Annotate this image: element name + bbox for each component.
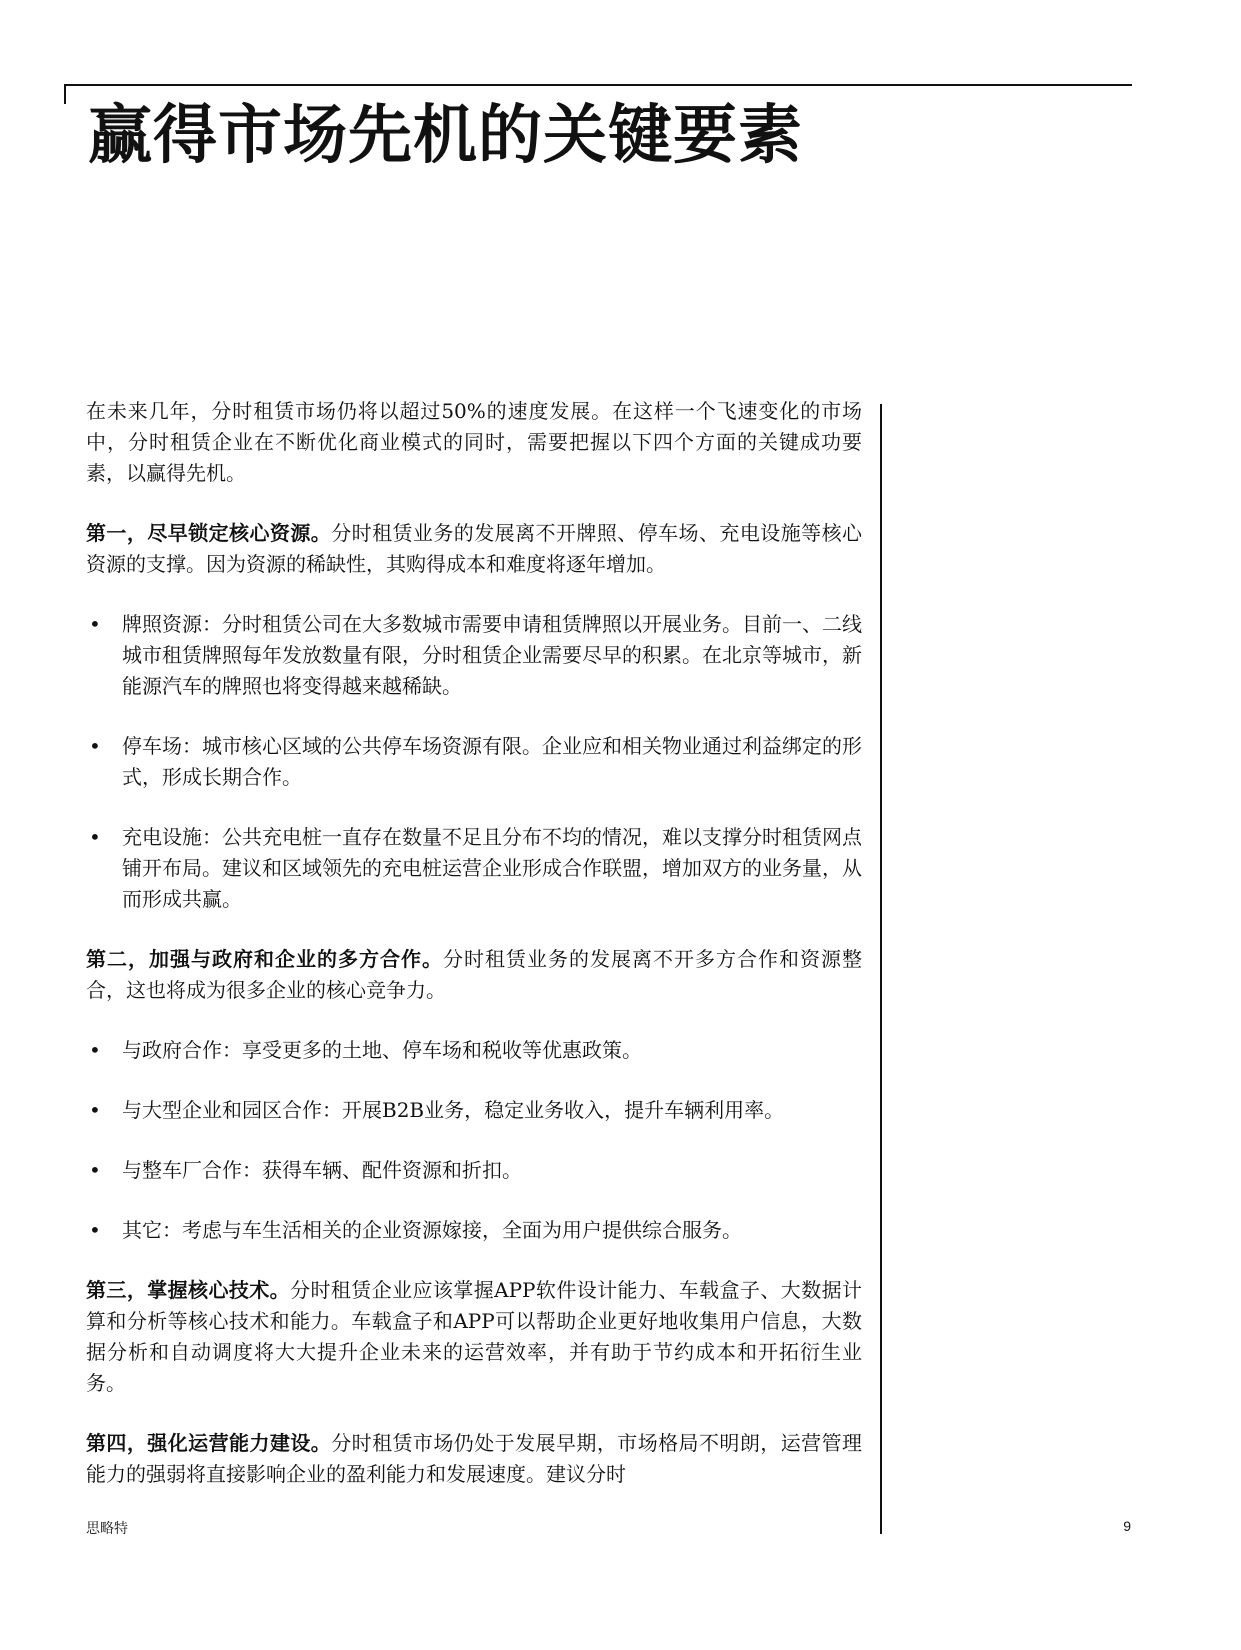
- article-body: [86, 396, 862, 1519]
- section-2-paragraph: [86, 944, 862, 1006]
- header-corner-mark: [64, 84, 66, 104]
- section-3-paragraph: [86, 1275, 862, 1399]
- list-item: • 与整车厂合作：获得车辆、配件资源和折扣。: [86, 1155, 862, 1186]
- section-3-lead: 第三，掌握核心技术。: [86, 1278, 291, 1302]
- list-item: • 牌照资源：分时租赁公司在大多数城市需要申请租赁牌照以开展业务。目前一、二线城市租赁牌照每年发放数量有限，分时租赁企业需要尽早的积累。在北京等城市，新能源汽车的牌照也将变得越来越稀缺。: [86, 609, 862, 702]
- list-item: • 充电设施：公共充电桩一直存在数量不足且分布不均的情况，难以支撑分时租赁网点铺开布局。建议和区域领先的充电桩运营企业形成合作联盟，增加双方的业务量，从而形成共赢。: [86, 822, 862, 915]
- page-number: 9: [1123, 1518, 1131, 1534]
- section-4-text: 分时租赁市场仍处于发展早期，市场格局不明朗，运营管理能力的强弱将直接影响企业的盈利能力和发展速度。建议分时: [86, 1431, 863, 1486]
- list-item: • 与大型企业和园区合作：开展B2B业务，稳定业务收入，提升车辆利用率。: [86, 1095, 862, 1126]
- column-divider: [880, 404, 882, 1534]
- header-rule: [64, 84, 1132, 86]
- list-item: • 其它：考虑与车生活相关的企业资源嫁接，全面为用户提供综合服务。: [86, 1215, 862, 1246]
- section-1-lead: 第一，尽早锁定核心资源。: [86, 521, 332, 545]
- section-1-paragraph: [86, 518, 862, 580]
- list-item: • 与政府合作：享受更多的土地、停车场和税收等优惠政策。: [86, 1035, 862, 1066]
- section-2-lead: 第二，加强与政府和企业的多方合作。: [86, 947, 443, 971]
- section-1-text: 分时租赁业务的发展离不开牌照、停车场、充电设施等核心资源的支撑。因为资源的稀缺性，其购得成本和难度将逐年增加。: [86, 521, 863, 576]
- section-2-bullet-list: [86, 1035, 862, 1246]
- section-1-bullet-list: [86, 609, 862, 915]
- list-item: • 停车场：城市核心区域的公共停车场资源有限。企业应和相关物业通过利益绑定的形式，形成长期合作。: [86, 731, 862, 793]
- section-4-lead: 第四，强化运营能力建设。: [86, 1431, 332, 1455]
- section-2-text: 分时租赁业务的发展离不开多方合作和资源整合，这也将成为很多企业的核心竞争力。: [86, 947, 862, 1002]
- footer-publisher: 思略特: [86, 1520, 128, 1536]
- section-4-paragraph: [86, 1428, 862, 1490]
- page-title: 赢得市场先机的关键要素: [88, 98, 803, 173]
- section-3-text: 分时租赁企业应该掌握APP软件设计能力、车载盒子、大数据计算和分析等核心技术和能力。车载盒子和APP可以帮助企业更好地收集用户信息，大数据分析和自动调度将大大提升企业未来的运营效率，并有助于节约成本和开拓衍生业务。: [86, 1278, 863, 1395]
- intro-paragraph: 在未来几年，分时租赁市场仍将以超过50%的速度发展。在这样一个飞速变化的市场中，分时租赁企业在不断优化商业模式的同时，需要把握以下四个方面的关键成功要素，以赢得先机。: [86, 399, 862, 485]
